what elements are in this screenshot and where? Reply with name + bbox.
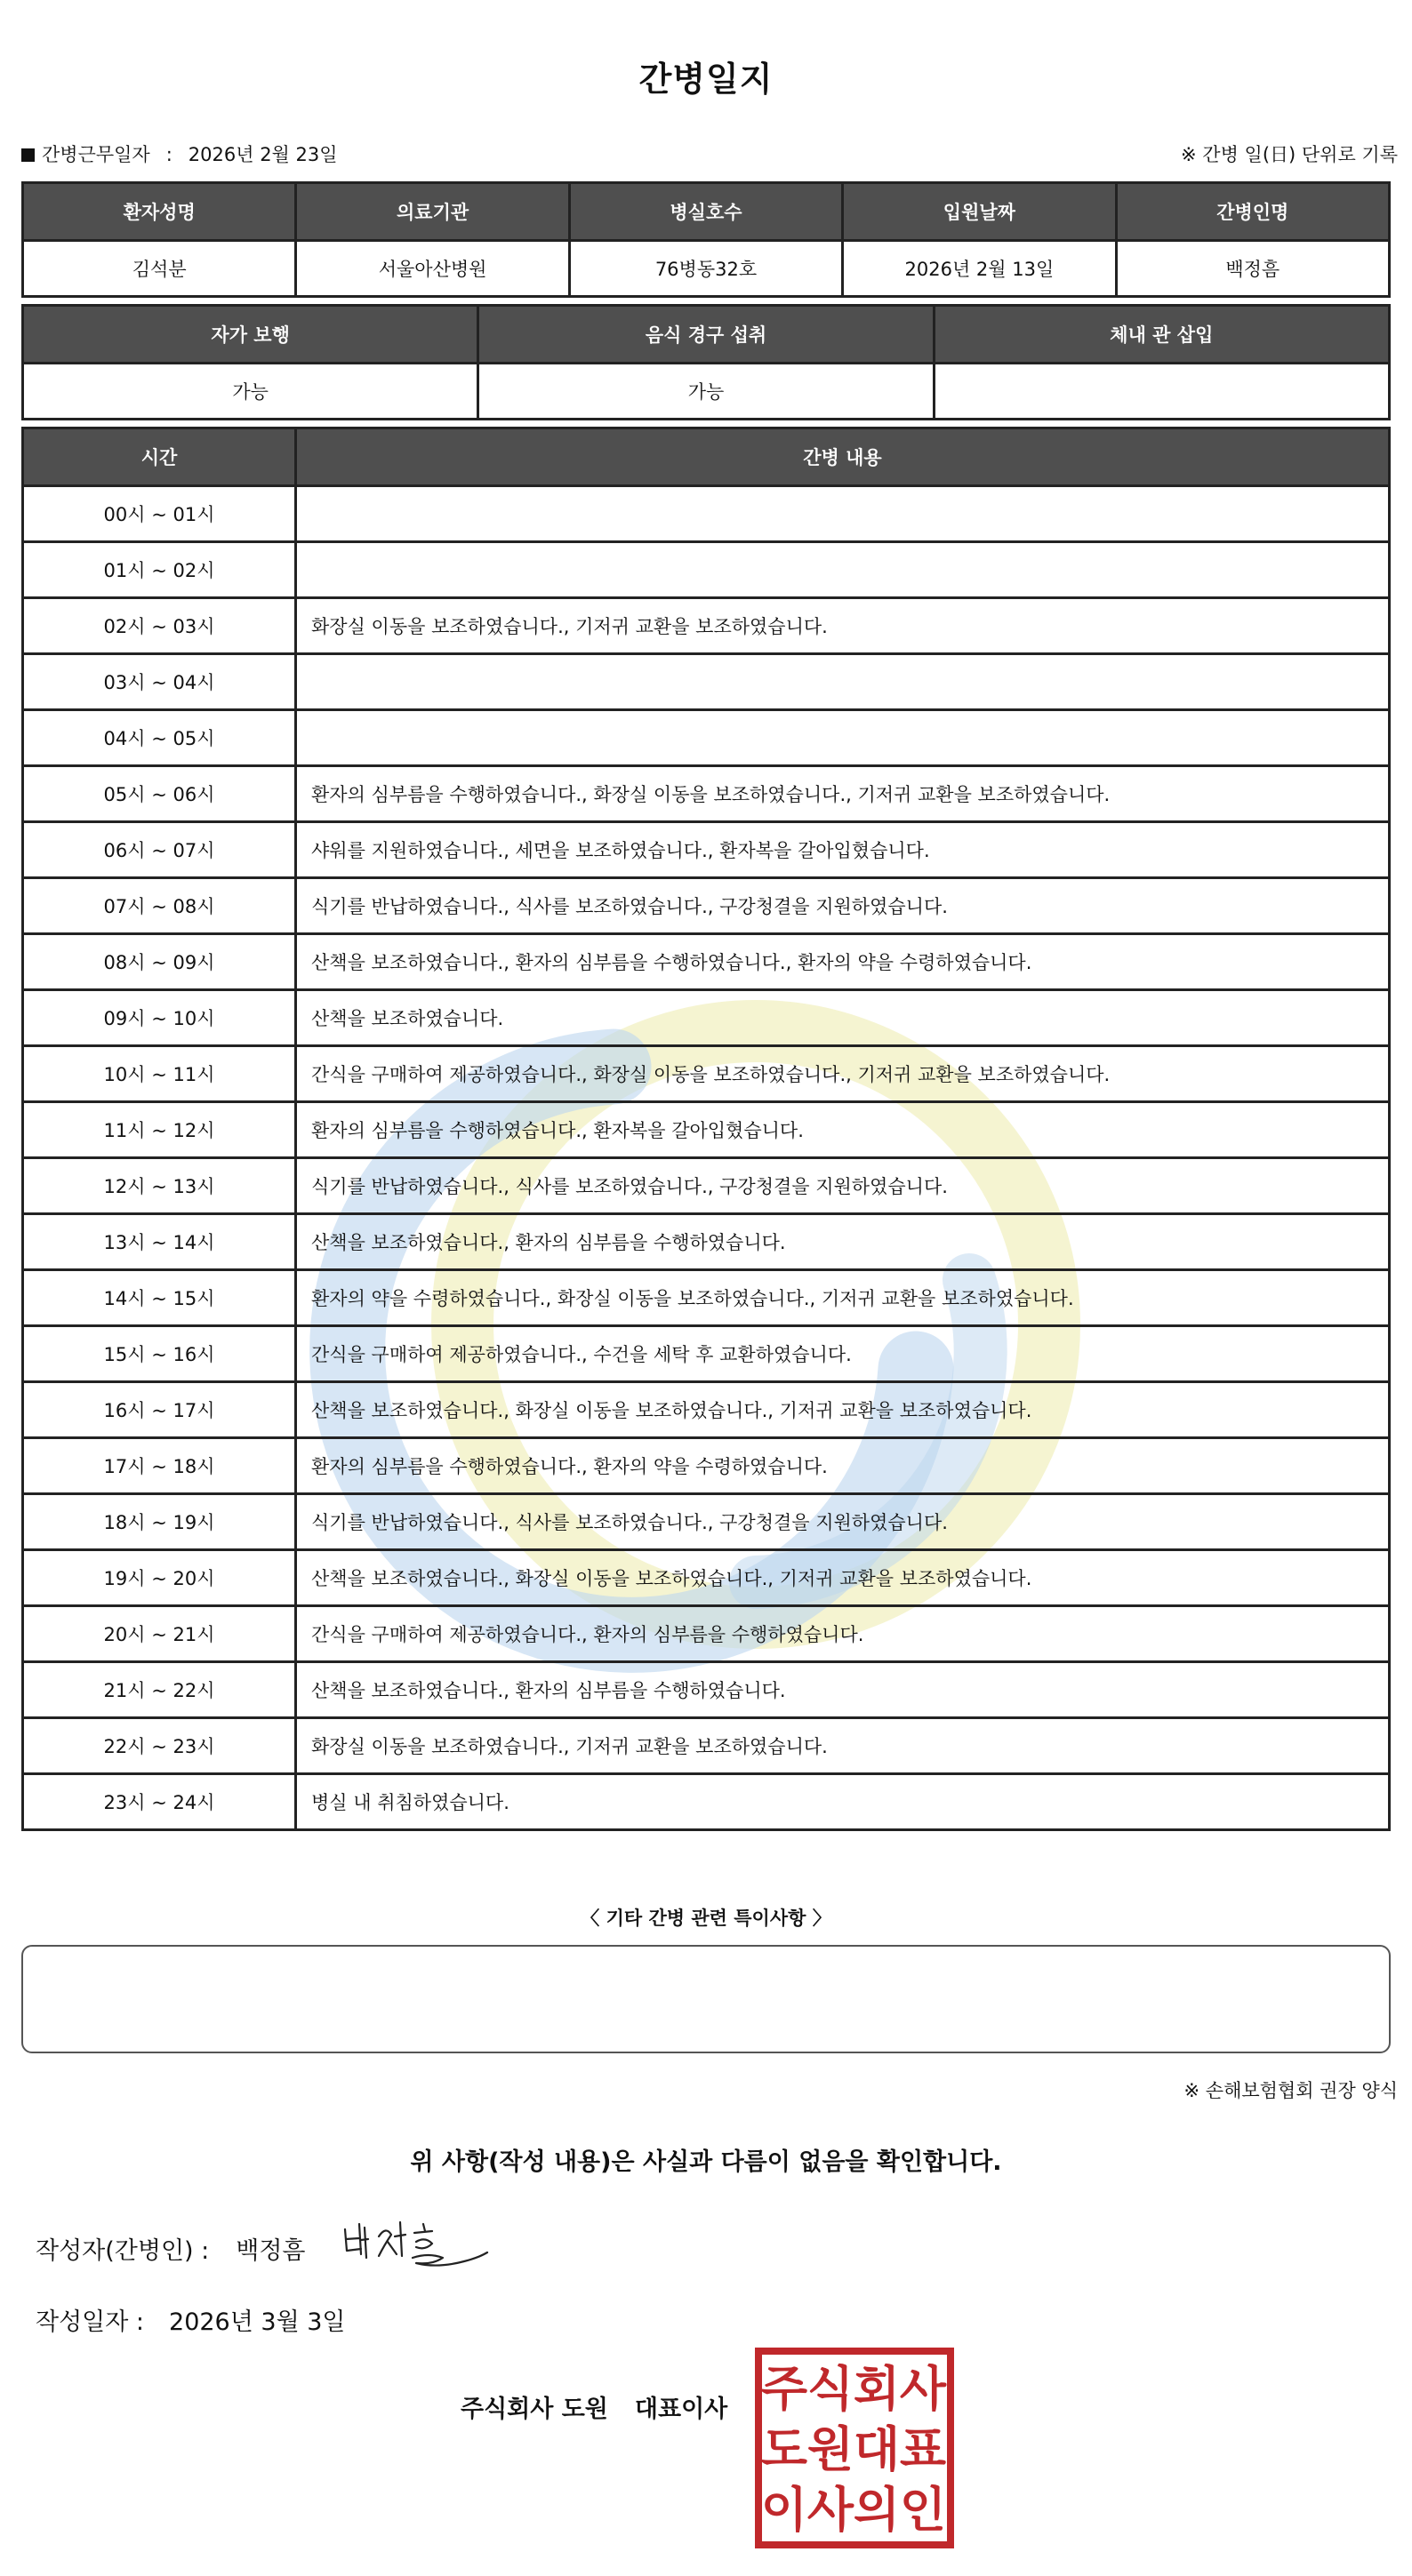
table-row	[23, 1438, 1390, 1494]
time-slot: 12시 ~ 13시	[23, 1158, 296, 1214]
care-content: 화장실 이동을 보조하였습니다., 기저귀 교환을 보조하였습니다.	[296, 1718, 1390, 1774]
care-content	[296, 486, 1390, 542]
header-patient-name: 환자성명	[23, 183, 296, 241]
table-row	[23, 542, 1390, 598]
care-content: 샤워를 지원하였습니다., 세면을 보조하였습니다., 환자복을 갈아입혔습니다.	[296, 822, 1390, 878]
care-content: 산책을 보조하였습니다., 화장실 이동을 보조하였습니다., 기저귀 교환을 보조하였습니다.	[296, 1550, 1390, 1606]
time-slot: 05시 ~ 06시	[23, 766, 296, 822]
seal-character: 식	[806, 2361, 854, 2417]
table-row	[23, 710, 1390, 766]
company-name: 주식회사 도원	[461, 2396, 608, 2423]
company-line	[461, 2389, 727, 2424]
care-content: 환자의 심부름을 수행하였습니다., 화장실 이동을 보조하였습니다., 기저귀 교환을 보조하였습니다.	[296, 766, 1390, 822]
header-care-content: 간병 내용	[296, 428, 1390, 486]
care-content	[296, 710, 1390, 766]
tube-insertion-value	[934, 364, 1389, 420]
time-slot: 20시 ~ 21시	[23, 1606, 296, 1662]
seal-character: 사	[899, 2361, 947, 2417]
work-date-value: 2026년 2월 23일	[188, 144, 338, 165]
written-date-label: 작성일자 :	[36, 2308, 145, 2336]
writer-line	[36, 2231, 306, 2266]
care-content: 산책을 보조하였습니다., 화장실 이동을 보조하였습니다., 기저귀 교환을 보조하였습니다.	[296, 1382, 1390, 1438]
table-row	[23, 1774, 1390, 1830]
header-hospital: 의료기관	[296, 183, 569, 241]
time-slot: 10시 ~ 11시	[23, 1046, 296, 1102]
time-slot: 04시 ~ 05시	[23, 710, 296, 766]
care-content: 화장실 이동을 보조하였습니다., 기저귀 교환을 보조하였습니다.	[296, 598, 1390, 654]
care-content: 산책을 보조하였습니다., 환자의 심부름을 수행하였습니다.	[296, 1214, 1390, 1270]
signature-icon	[340, 2210, 491, 2274]
time-slot: 17시 ~ 18시	[23, 1438, 296, 1494]
time-slot: 19시 ~ 20시	[23, 1550, 296, 1606]
table-row	[23, 1662, 1390, 1718]
notes-heading: 〈 기타 간병 관련 특이사항 〉	[581, 1908, 831, 1929]
page-title: 간병일지	[638, 60, 774, 99]
seal-character: 인	[899, 2482, 947, 2538]
representative-title: 대표이사	[634, 2396, 728, 2423]
patient-status-table	[21, 304, 1391, 420]
seal-character: 회	[853, 2361, 901, 2417]
seal-character: 주	[760, 2361, 808, 2417]
seal-character: 사	[806, 2482, 854, 2538]
care-content: 간식을 구매하여 제공하였습니다., 수건을 세탁 후 교환하였습니다.	[296, 1326, 1390, 1382]
header-tube-insertion: 체내 관 삽입	[934, 306, 1389, 364]
writer-name: 백정흠	[236, 2237, 306, 2265]
time-slot: 03시 ~ 04시	[23, 654, 296, 710]
work-date-label: 간병근무일자	[42, 144, 150, 165]
time-slot: 11시 ~ 12시	[23, 1102, 296, 1158]
time-slot: 16시 ~ 17시	[23, 1382, 296, 1438]
table-row	[23, 1326, 1390, 1382]
care-content: 간식을 구매하여 제공하였습니다., 화장실 이동을 보조하였습니다., 기저귀 교환을 보조하였습니다.	[296, 1046, 1390, 1102]
time-slot: 01시 ~ 02시	[23, 542, 296, 598]
time-slot: 15시 ~ 16시	[23, 1326, 296, 1382]
self-walking-value: 가능	[23, 364, 478, 420]
time-slot: 02시 ~ 03시	[23, 598, 296, 654]
room-number: 76병동32호	[569, 241, 842, 297]
table-row	[23, 990, 1390, 1046]
caregiver-name: 백정흠	[1116, 241, 1389, 297]
seal-character: 의	[853, 2482, 901, 2538]
care-content: 산책을 보조하였습니다., 환자의 심부름을 수행하였습니다., 환자의 약을 수령하였습니다.	[296, 934, 1390, 990]
confirmation-statement: 위 사항(작성 내용)은 사실과 다름이 없음을 확인합니다.	[410, 2148, 1002, 2176]
time-slot: 18시 ~ 19시	[23, 1494, 296, 1550]
header-self-walking: 자가 보행	[23, 306, 478, 364]
square-bullet-icon	[21, 148, 35, 162]
table-row	[23, 1550, 1390, 1606]
care-content: 간식을 구매하여 제공하였습니다., 환자의 심부름을 수행하였습니다.	[296, 1606, 1390, 1662]
table-row	[23, 1606, 1390, 1662]
recommended-by: ※ 손해보험협회 권장 양식	[1183, 2080, 1398, 2101]
header-caregiver: 간병인명	[1116, 183, 1389, 241]
time-slot: 09시 ~ 10시	[23, 990, 296, 1046]
work-date	[21, 140, 338, 167]
care-content: 산책을 보조하였습니다.	[296, 990, 1390, 1046]
time-slot: 06시 ~ 07시	[23, 822, 296, 878]
table-row	[23, 1382, 1390, 1438]
patient-info-table	[21, 181, 1391, 298]
table-row	[23, 1270, 1390, 1326]
admission-date: 2026년 2월 13일	[843, 241, 1116, 297]
seal-character: 이	[760, 2482, 808, 2538]
care-content	[296, 654, 1390, 710]
care-content: 식기를 반납하였습니다., 식사를 보조하였습니다., 구강청결을 지원하였습니다.	[296, 1158, 1390, 1214]
table-row	[23, 598, 1390, 654]
oral-intake-value: 가능	[478, 364, 934, 420]
table-row	[23, 1718, 1390, 1774]
seal-character: 원	[806, 2421, 854, 2477]
time-slot: 08시 ~ 09시	[23, 934, 296, 990]
care-content: 병실 내 취침하였습니다.	[296, 1774, 1390, 1830]
hospital-name: 서울아산병원	[296, 241, 569, 297]
table-row	[23, 1046, 1390, 1102]
time-slot: 23시 ~ 24시	[23, 1774, 296, 1830]
time-slot: 00시 ~ 01시	[23, 486, 296, 542]
time-slot: 21시 ~ 22시	[23, 1662, 296, 1718]
header-admission-date: 입원날짜	[843, 183, 1116, 241]
header-time: 시간	[23, 428, 296, 486]
table-row	[23, 1214, 1390, 1270]
care-content: 산책을 보조하였습니다., 환자의 심부름을 수행하였습니다.	[296, 1662, 1390, 1718]
written-date	[36, 2302, 346, 2337]
company-seal-icon	[754, 2347, 955, 2549]
table-row	[23, 822, 1390, 878]
writer-label: 작성자(간병인) :	[36, 2237, 210, 2265]
seal-character: 도	[760, 2421, 808, 2477]
table-row	[23, 934, 1390, 990]
table-row	[23, 1494, 1390, 1550]
seal-character: 표	[899, 2421, 947, 2477]
care-content: 환자의 약을 수령하였습니다., 화장실 이동을 보조하였습니다., 기저귀 교환을 보조하였습니다.	[296, 1270, 1390, 1326]
care-content: 식기를 반납하였습니다., 식사를 보조하였습니다., 구강청결을 지원하였습니다.	[296, 1494, 1390, 1550]
time-slot: 07시 ~ 08시	[23, 878, 296, 934]
patient-name: 김석분	[23, 241, 296, 297]
care-log-table	[21, 427, 1391, 1831]
header-oral-intake: 음식 경구 섭취	[478, 306, 934, 364]
work-date-separator: :	[165, 144, 172, 165]
table-row	[23, 878, 1390, 934]
time-slot: 14시 ~ 15시	[23, 1270, 296, 1326]
table-row	[23, 486, 1390, 542]
notes-content	[23, 1947, 1389, 1968]
table-row	[23, 654, 1390, 710]
care-content: 식기를 반납하였습니다., 식사를 보조하였습니다., 구강청결을 지원하였습니다.	[296, 878, 1390, 934]
header-room: 병실호수	[569, 183, 842, 241]
table-row	[23, 1158, 1390, 1214]
seal-character: 대	[853, 2421, 901, 2477]
care-content	[296, 542, 1390, 598]
notes-box	[21, 1945, 1391, 2053]
table-row	[23, 766, 1390, 822]
care-content: 환자의 심부름을 수행하였습니다., 환자의 약을 수령하였습니다.	[296, 1438, 1390, 1494]
record-note: ※ 간병 일(日) 단위로 기록	[1181, 144, 1398, 165]
table-row	[23, 1102, 1390, 1158]
written-date-value: 2026년 3월 3일	[169, 2308, 346, 2336]
time-slot: 13시 ~ 14시	[23, 1214, 296, 1270]
care-content: 환자의 심부름을 수행하였습니다., 환자복을 갈아입혔습니다.	[296, 1102, 1390, 1158]
time-slot: 22시 ~ 23시	[23, 1718, 296, 1774]
